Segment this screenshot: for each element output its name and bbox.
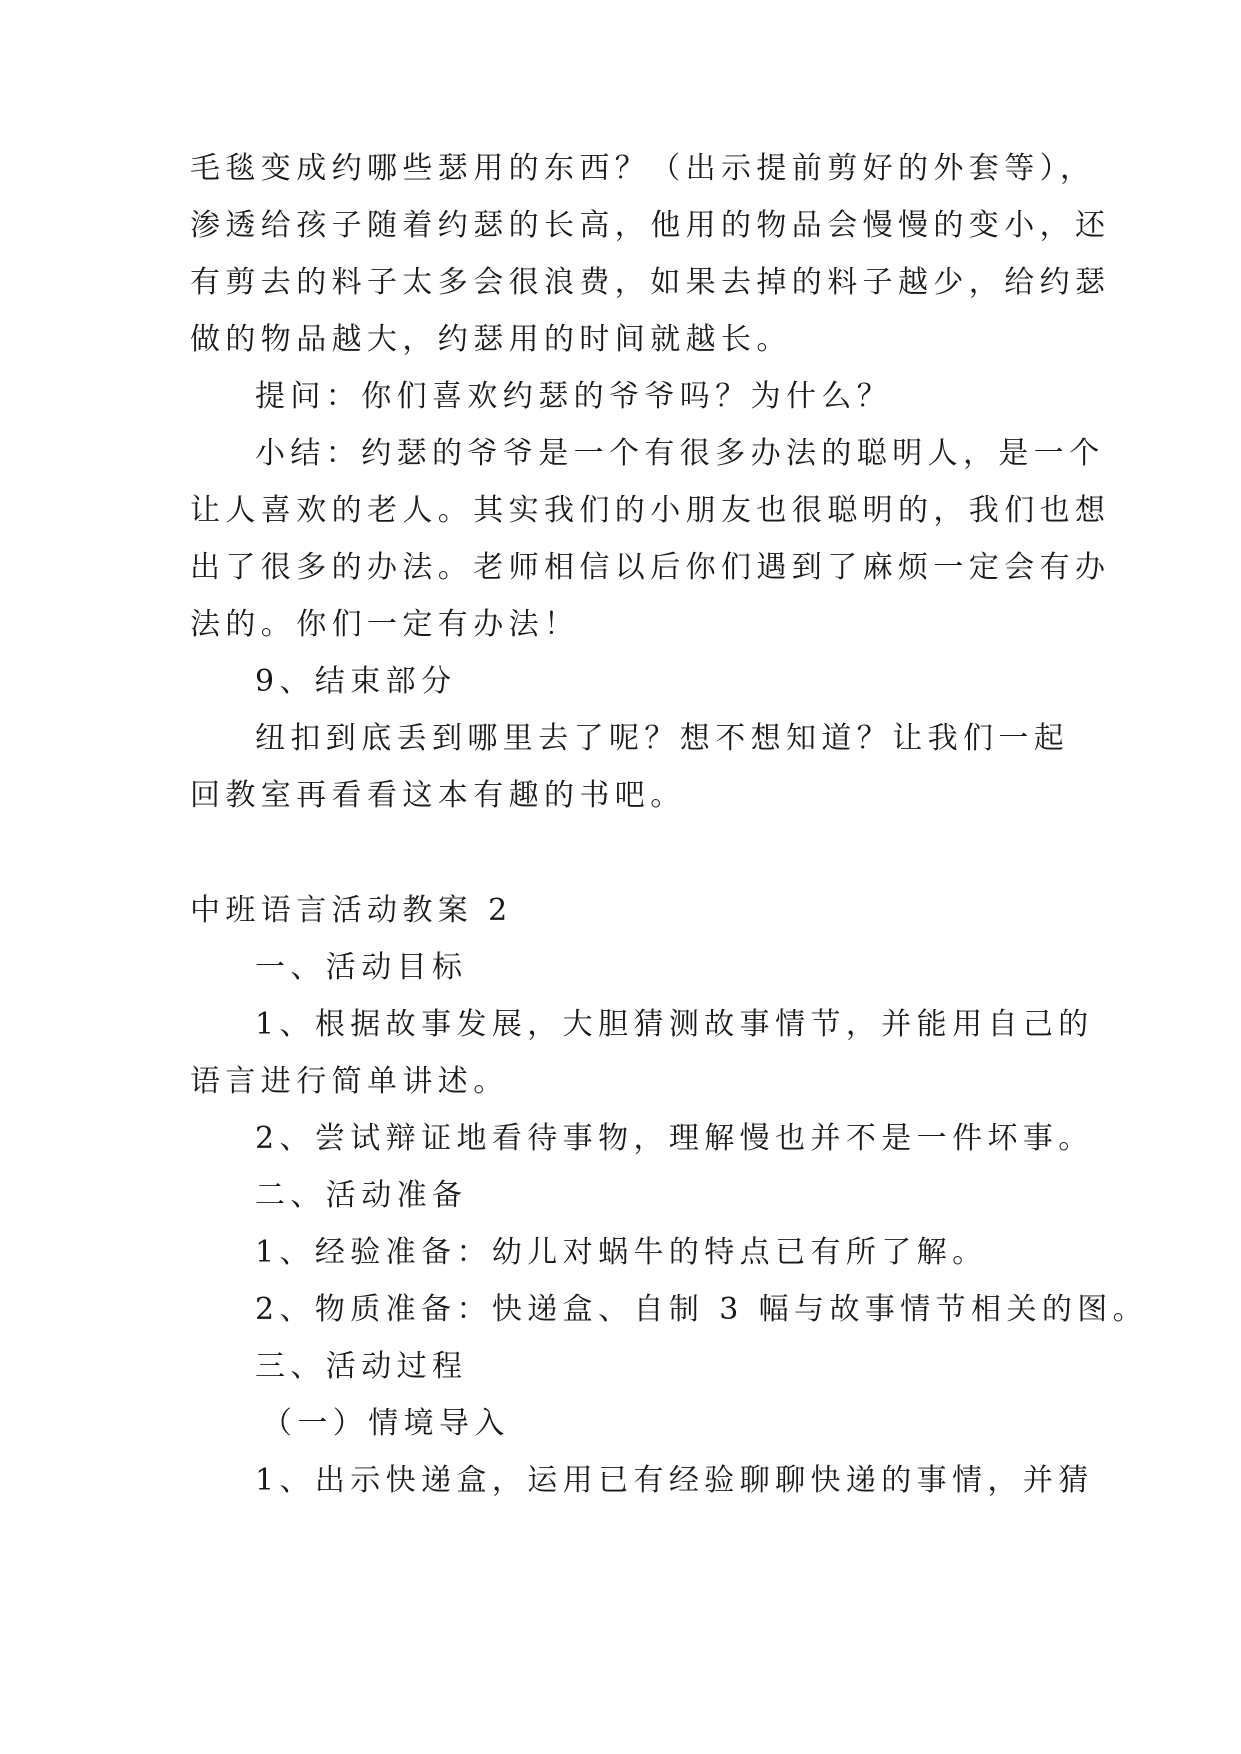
paragraph-line: 出了很多的办法。老师相信以后你们遇到了麻烦一定会有办 bbox=[190, 550, 1111, 585]
section-heading: 三、活动过程 bbox=[255, 1349, 468, 1384]
section-heading: 9、结束部分 bbox=[255, 664, 457, 699]
subsection-heading: （一）情境导入 bbox=[262, 1406, 510, 1441]
paragraph-line: 纽扣到底丢到哪里去了呢？想不想知道？让我们一起 bbox=[255, 721, 1070, 756]
paragraph-line: 毛毯变成约哪些瑟用的东西？（出示提前剪好的外套等）， bbox=[190, 151, 1096, 186]
paragraph-line: 法的。你们一定有办法！ bbox=[190, 607, 580, 642]
paragraph-line: 2、尝试辩证地看待事物，理解慢也并不是一件坏事。 bbox=[255, 1121, 1094, 1156]
paragraph-line: 让人喜欢的老人。其实我们的小朋友也很聪明的，我们也想 bbox=[190, 493, 1111, 528]
paragraph-line: 1、根据故事发展，大胆猜测故事情节，并能用自己的 bbox=[255, 1007, 1094, 1042]
paragraph-line: 1、经验准备：幼儿对蜗牛的特点已有所了解。 bbox=[255, 1235, 988, 1270]
paragraph-line: 做的物品越大，约瑟用的时间就越长。 bbox=[190, 322, 792, 357]
paragraph-line: 2、物质准备：快递盒、自制 3 幅与故事情节相关的图。 bbox=[255, 1292, 1149, 1327]
document-title: 中班语言活动教案 2 bbox=[190, 893, 513, 928]
section-heading: 二、活动准备 bbox=[255, 1178, 468, 1213]
paragraph-line: 回教室再看看这本有趣的书吧。 bbox=[190, 778, 686, 813]
paragraph-line: 有剪去的料子太多会很浪费，如果去掉的料子越少，给约瑟 bbox=[190, 265, 1111, 300]
paragraph-line: 提问：你们喜欢约瑟的爷爷吗？为什么？ bbox=[255, 379, 893, 414]
paragraph-line: 小结：约瑟的爷爷是一个有很多办法的聪明人，是一个 bbox=[255, 436, 1105, 471]
section-heading: 一、活动目标 bbox=[255, 950, 468, 985]
paragraph-line: 渗透给孩子随着约瑟的长高，他用的物品会慢慢的变小，还 bbox=[190, 208, 1111, 243]
paragraph-line: 语言进行简单讲述。 bbox=[190, 1064, 509, 1099]
paragraph-line: 1、出示快递盒，运用已有经验聊聊快递的事情，并猜 bbox=[255, 1463, 1094, 1498]
